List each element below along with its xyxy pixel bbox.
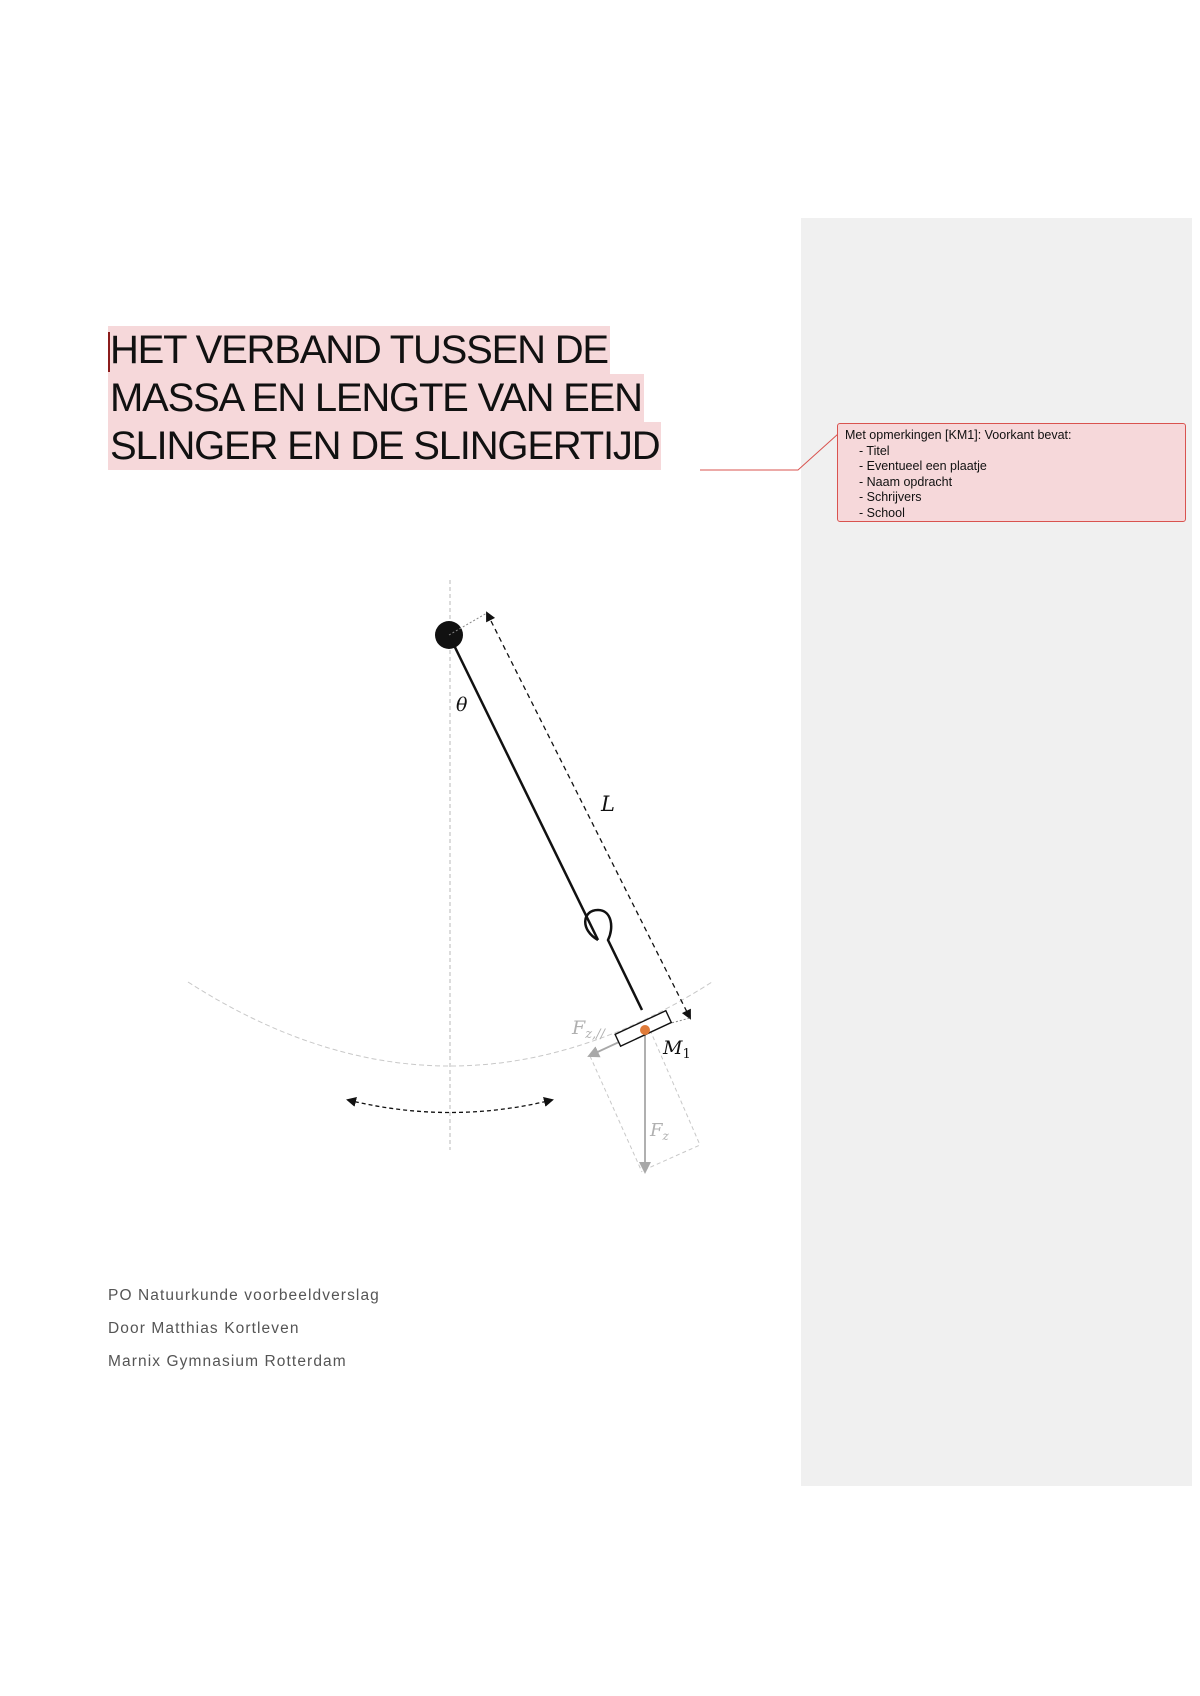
comment-item: - Eventueel een plaatje [859,459,1178,475]
comment-item: - Titel [859,444,1178,460]
comment-item: - Schrijvers [859,490,1178,506]
comment-header: Met opmerkingen [KM1]: Voorkant bevat: [845,428,1072,442]
title-line-2: MASSA EN LENGTE VAN EEN [110,376,642,420]
meta-author: Door Matthias Kortleven [108,1320,300,1337]
pendulum-hook [585,910,642,1010]
pendulum-figure [170,570,730,1180]
title-line-3: SLINGER EN DE SLINGERTIJD [110,424,660,468]
theta-label: θ [456,694,468,716]
comment-item: - Naam opdracht [859,475,1178,491]
meta-school: Marnix Gymnasium Rotterdam [108,1353,347,1370]
mass-label: $M_1$ [663,1037,691,1062]
gravity-force-label: $F_z$ [650,1120,669,1143]
parallel-force-label: $F_{z,//}$ [572,1017,605,1042]
length-dimension [487,613,690,1018]
comment-list [845,444,1178,522]
comment-item: - School [859,506,1178,522]
pendulum-rod [449,635,598,940]
force-helper-line [590,1056,642,1172]
mass-center [640,1025,650,1035]
meta-subject: PO Natuurkunde voorbeeldverslag [108,1287,380,1304]
comment-box[interactable] [837,423,1186,522]
title-line-1: HET VERBAND TUSSEN DE [110,328,608,372]
document-meta [108,1285,380,1384]
length-label: L [601,792,615,816]
force-helper-line [644,1145,700,1170]
